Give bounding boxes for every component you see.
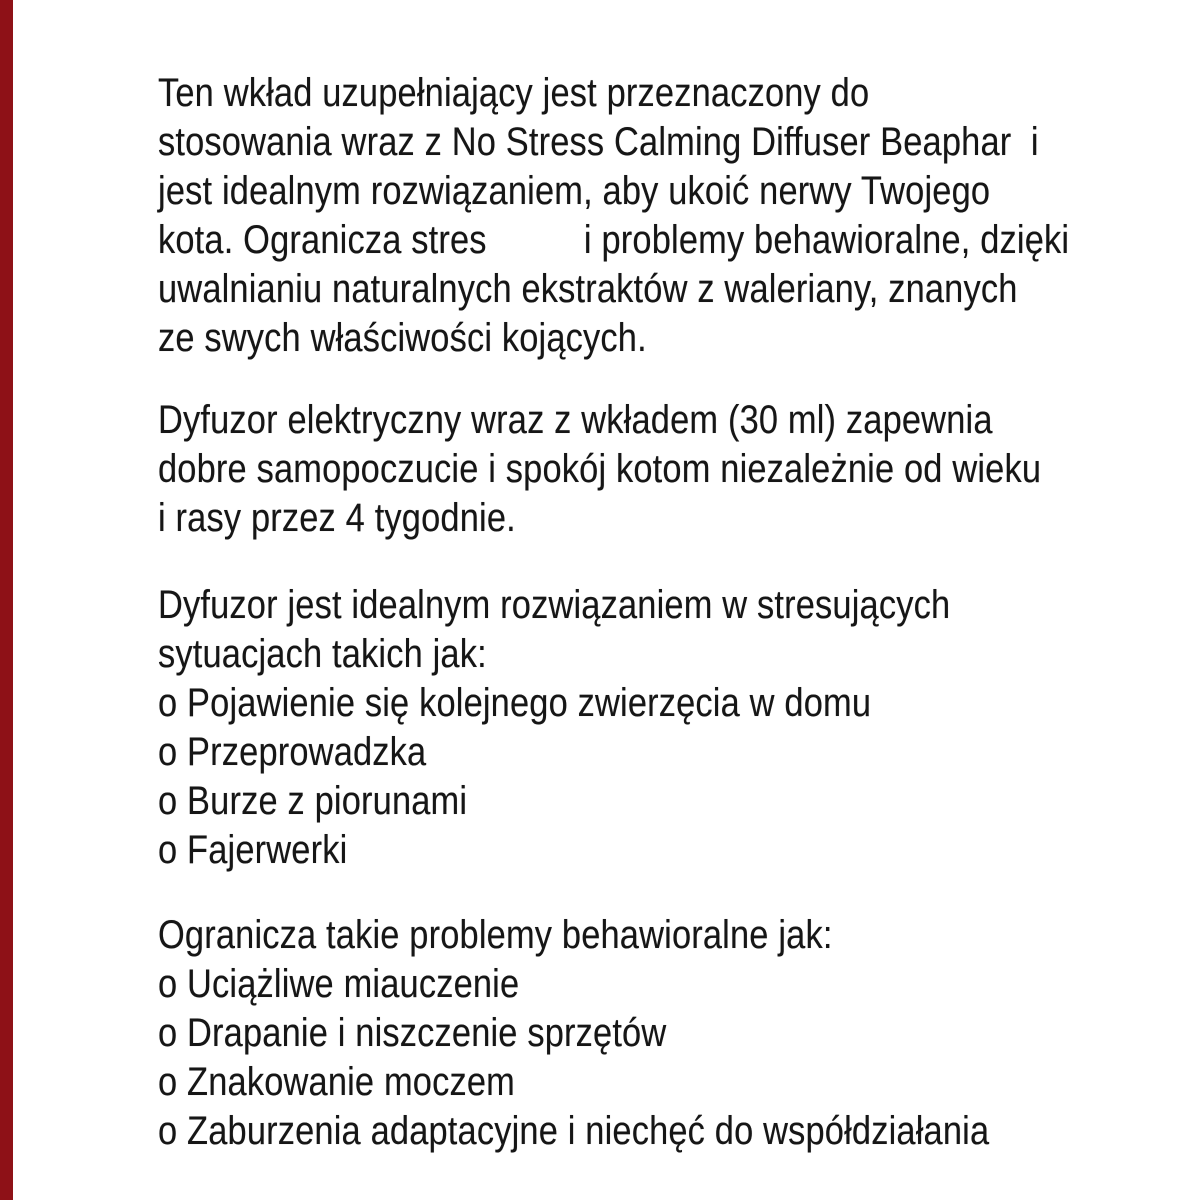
bullet-line: o Zaburzenia adaptacyjne i niechęć do współdziałania <box>158 1109 990 1153</box>
text-line: Dyfuzor jest idealnym rozwiązaniem w stresujących <box>158 583 951 627</box>
product-description-text <box>158 69 1199 1156</box>
text-line: dobre samopoczucie i spokój kotom niezależnie od wieku <box>158 447 1042 491</box>
text-line: uwalnianiu naturalnych ekstraktów z waleriany, znanych <box>158 267 1018 311</box>
text-line: stosowania wraz z No Stress Calming Diffuser Beaphar i <box>158 120 1039 164</box>
bullet-line: o Pojawienie się kolejnego zwierzęcia w domu <box>158 681 872 725</box>
paragraph-diffuser-info <box>158 396 1199 543</box>
text-line: i rasy przez 4 tygodnie. <box>158 496 516 540</box>
text-line: kota. Ogranicza stres i problemy behawioralne, dzięki <box>158 218 1070 262</box>
paragraph-behavior-problems <box>158 911 1199 1156</box>
bullet-line: o Burze z piorunami <box>158 779 468 823</box>
bullet-line: o Drapanie i niszczenie sprzętów <box>158 1011 667 1055</box>
text-line: Dyfuzor elektryczny wraz z wkładem (30 ml) zapewnia <box>158 398 993 442</box>
text-line: Ogranicza takie problemy behawioralne jak: <box>158 913 833 957</box>
bullet-line: o Przeprowadzka <box>158 730 427 774</box>
text-line: sytuacjach takich jak: <box>158 632 487 676</box>
text-line: jest idealnym rozwiązaniem, aby ukoić nerwy Twojego <box>158 169 991 213</box>
bullet-line: o Znakowanie moczem <box>158 1060 515 1104</box>
paragraph-intro <box>158 69 1199 363</box>
bullet-line: o Uciążliwe miauczenie <box>158 962 520 1006</box>
left-edge-stripe <box>0 0 13 1200</box>
paragraph-stress-situations <box>158 581 1199 875</box>
bullet-line: o Fajerwerki <box>158 828 348 872</box>
text-line: Ten wkład uzupełniający jest przeznaczony do <box>158 71 870 115</box>
text-line: ze swych właściwości kojących. <box>158 316 647 360</box>
